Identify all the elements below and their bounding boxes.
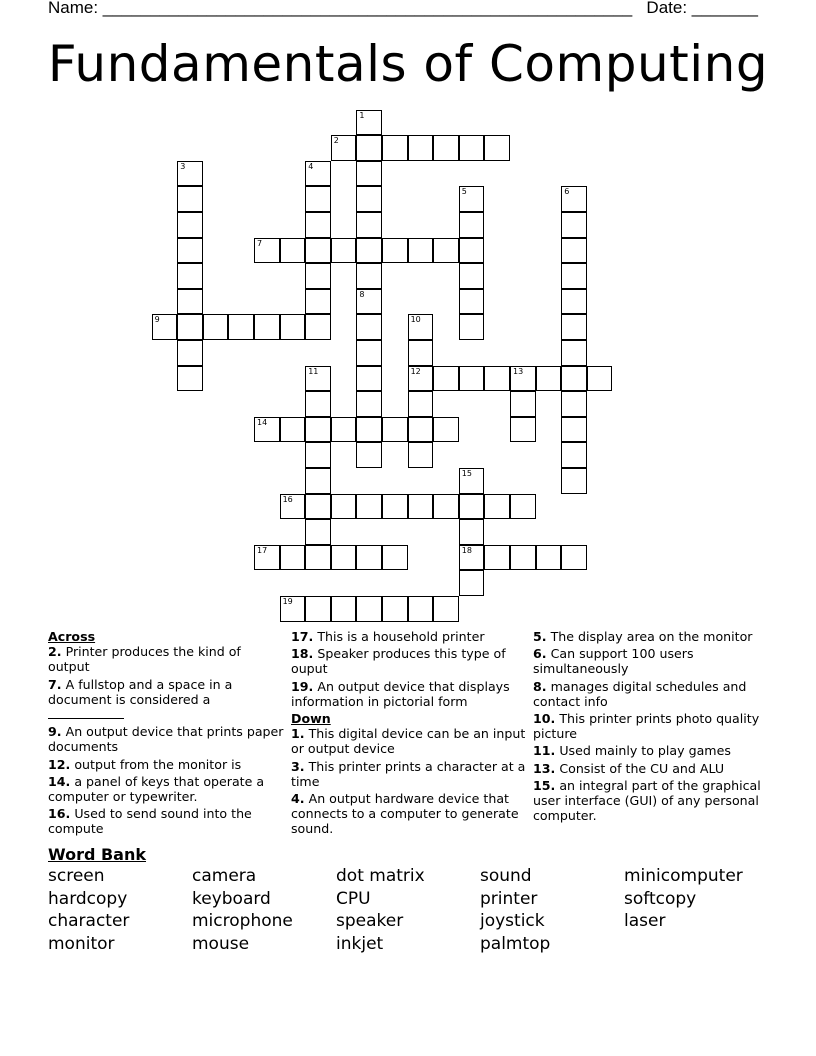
clue-across-12: 12. output from the monitor is	[48, 756, 242, 772]
crossword-cell[interactable]	[356, 314, 382, 340]
crossword-cell[interactable]	[459, 314, 485, 340]
crossword-cell[interactable]	[280, 545, 306, 571]
crossword-cell[interactable]	[305, 545, 331, 571]
clue-down-6: 6. Can support 100 users simultaneously	[533, 646, 694, 677]
crossword-cell[interactable]	[484, 366, 510, 392]
word-bank-item: keyboard	[192, 888, 271, 909]
crossword-cell[interactable]	[152, 314, 178, 340]
crossword-cell[interactable]	[356, 263, 382, 289]
clue-number: 18	[461, 545, 472, 555]
crossword-cell[interactable]	[305, 212, 331, 238]
crossword-cell[interactable]	[408, 238, 434, 264]
clues-section	[0, 629, 816, 839]
crossword-cell[interactable]	[459, 545, 485, 571]
crossword-cell[interactable]	[587, 366, 613, 392]
crossword-cell[interactable]	[177, 289, 203, 315]
crossword-cell[interactable]	[331, 494, 357, 520]
crossword-cell[interactable]	[356, 289, 382, 315]
crossword-cell[interactable]	[408, 391, 434, 417]
word-bank-item: screen	[48, 866, 105, 886]
crossword-cell[interactable]	[561, 391, 587, 417]
crossword-cell[interactable]	[356, 212, 382, 238]
crossword-cell[interactable]	[561, 366, 587, 392]
crossword-cell[interactable]	[254, 238, 280, 264]
clue-number: 12	[410, 366, 421, 376]
crossword-cell[interactable]	[459, 494, 485, 520]
word-bank-title: Word Bank	[48, 845, 147, 864]
crossword-cell[interactable]	[382, 545, 408, 571]
crossword-cell[interactable]	[459, 570, 485, 596]
crossword-cell[interactable]	[305, 238, 331, 264]
crossword-cell[interactable]	[484, 545, 510, 571]
clue-number: 13	[513, 366, 524, 376]
crossword-cell[interactable]	[459, 186, 485, 212]
crossword-cell[interactable]	[408, 366, 434, 392]
crossword-cell[interactable]	[177, 366, 203, 392]
page-title: Fundamentals of Computing	[47, 35, 769, 93]
crossword-cell[interactable]	[561, 468, 587, 494]
crossword-cell[interactable]	[561, 186, 587, 212]
crossword-cell[interactable]	[459, 263, 485, 289]
crossword-cell[interactable]	[382, 238, 408, 264]
crossword-cell[interactable]	[433, 366, 459, 392]
crossword-cell[interactable]	[331, 545, 357, 571]
crossword-cell[interactable]	[408, 340, 434, 366]
crossword-cell[interactable]	[203, 314, 229, 340]
crossword-cell[interactable]	[305, 186, 331, 212]
clue-across-2: 2. Printer produces the kind of output	[48, 644, 241, 675]
crossword-cell[interactable]	[177, 161, 203, 187]
clue-number: 1	[359, 110, 365, 120]
word-bank-item: sound	[480, 866, 532, 886]
clue-number: 19	[282, 597, 293, 606]
crossword-cell[interactable]	[510, 545, 536, 571]
crossword-cell[interactable]	[433, 596, 459, 622]
crossword-cell[interactable]	[408, 135, 434, 161]
clues-column-2	[291, 629, 527, 839]
crossword-cell[interactable]	[459, 238, 485, 264]
crossword-cell[interactable]	[433, 238, 459, 264]
crossword-cell[interactable]	[356, 161, 382, 187]
clue-number: 5	[461, 187, 467, 197]
crossword-cell[interactable]	[408, 442, 434, 468]
crossword-cell[interactable]	[459, 212, 485, 238]
crossword-cell[interactable]	[561, 314, 587, 340]
clue-number: 17	[257, 545, 268, 555]
clue-down-11: 11. Used mainly to play games	[533, 743, 731, 759]
clues-column-3	[533, 629, 769, 825]
word-bank-item: joystick	[480, 911, 545, 931]
clue-number: 10	[410, 315, 421, 325]
crossword-cell[interactable]	[254, 417, 280, 443]
crossword-cell[interactable]	[356, 391, 382, 417]
crossword-cell[interactable]	[484, 135, 510, 161]
crossword-cell[interactable]	[561, 545, 587, 571]
clue-down-3: 3. This printer prints a character at a time	[291, 758, 526, 789]
crossword-cell[interactable]	[177, 212, 203, 238]
crossword-cell[interactable]	[331, 596, 357, 622]
clue-number: 16	[282, 494, 293, 504]
clue-down-13: 13. Consist of the CU and ALU	[533, 760, 725, 776]
crossword-cell[interactable]	[356, 545, 382, 571]
crossword-cell[interactable]	[356, 366, 382, 392]
crossword-cell[interactable]	[536, 366, 562, 392]
word-bank-item: inkjet	[336, 933, 384, 954]
word-bank-item: hardcopy	[48, 888, 128, 909]
clue-number: 11	[308, 366, 319, 376]
crossword-cell[interactable]	[561, 238, 587, 264]
clue-number: 9	[154, 315, 160, 325]
crossword-cell[interactable]	[459, 519, 485, 545]
crossword-cell[interactable]	[356, 186, 382, 212]
crossword-cell[interactable]	[433, 494, 459, 520]
clue-across-14: 14. a panel of keys that operate a computer or typewriter.	[48, 773, 265, 805]
clues-column-1	[48, 629, 284, 839]
crossword-cell[interactable]	[459, 289, 485, 315]
crossword-cell[interactable]	[305, 417, 331, 443]
word-bank-item: minicomputer	[624, 866, 743, 886]
crossword-cell[interactable]	[305, 289, 331, 315]
crossword-cell[interactable]	[177, 238, 203, 264]
crossword-cell[interactable]	[177, 340, 203, 366]
crossword-cell[interactable]	[408, 417, 434, 443]
word-bank-item: camera	[192, 866, 257, 886]
crossword-cell[interactable]	[305, 314, 331, 340]
crossword-cell[interactable]	[254, 545, 280, 571]
crossword-cell[interactable]	[561, 442, 587, 468]
crossword-cell[interactable]	[305, 263, 331, 289]
crossword-cell[interactable]	[408, 494, 434, 520]
crossword-cell[interactable]	[510, 391, 536, 417]
crossword-cell[interactable]	[484, 494, 510, 520]
crossword-cell[interactable]	[280, 596, 306, 622]
crossword-cell[interactable]	[280, 417, 306, 443]
word-bank-item: monitor	[48, 933, 115, 954]
word-bank-item: CPU	[336, 888, 371, 909]
crossword-cell[interactable]	[510, 494, 536, 520]
clue-across-18: 18. Speaker produces this type of ouput	[291, 646, 506, 677]
crossword-cell[interactable]	[356, 442, 382, 468]
crossword-cell[interactable]	[356, 238, 382, 264]
crossword-cell[interactable]	[331, 135, 357, 161]
crossword-cell[interactable]	[356, 340, 382, 366]
word-bank-item: palmtop	[480, 933, 551, 954]
clue-number: 14	[257, 417, 268, 427]
crossword-cell[interactable]	[459, 135, 485, 161]
crossword-cell[interactable]	[408, 596, 434, 622]
clue-down-1: 1. This digital device can be an input or output device	[291, 726, 526, 757]
clue-down-8: 8. manages digital schedules and contact info	[533, 678, 747, 709]
clue-number: 3	[180, 161, 186, 171]
crossword-cell[interactable]	[356, 494, 382, 520]
crossword-cell[interactable]	[305, 161, 331, 187]
clue-number: 7	[257, 238, 263, 248]
crossword-cell[interactable]	[228, 314, 254, 340]
crossword-cell[interactable]	[433, 417, 459, 443]
answer-blank	[48, 708, 124, 719]
crossword-cell[interactable]	[356, 135, 382, 161]
crossword-cell[interactable]	[331, 238, 357, 264]
word-bank-item: microphone	[192, 911, 293, 931]
crossword-cell[interactable]	[459, 468, 485, 494]
word-bank-item: dot matrix	[336, 866, 425, 886]
clue-number: 8	[359, 289, 365, 299]
down-heading: Down	[291, 711, 331, 727]
clue-number: 4	[308, 161, 314, 171]
clue-across-16: 16. Used to send sound into the compute	[48, 806, 252, 837]
crossword-cell[interactable]	[305, 366, 331, 392]
crossword-cell[interactable]	[561, 417, 587, 443]
clue-down-15: 15. an integral part of the graphical user interface (GUI) of any personal computer.	[533, 777, 761, 824]
crossword-cell[interactable]	[382, 596, 408, 622]
clue-down-4: 4. An output hardware device that connects to a computer to generate sound.	[291, 791, 519, 837]
crossword-cell[interactable]	[177, 314, 203, 340]
word-bank-item: character	[48, 911, 130, 931]
crossword-cell[interactable]	[536, 545, 562, 571]
clue-number: 15	[461, 469, 472, 478]
crossword-cell[interactable]	[305, 519, 331, 545]
crossword-cell[interactable]	[305, 468, 331, 494]
clue-number: 6	[564, 187, 570, 197]
crossword-cell[interactable]	[280, 494, 306, 520]
word-bank-item: softcopy	[624, 888, 697, 909]
crossword-cell[interactable]	[305, 391, 331, 417]
crossword-cell[interactable]	[510, 417, 536, 443]
crossword-cell[interactable]	[561, 340, 587, 366]
word-bank-item: speaker	[336, 911, 404, 931]
crossword-cell[interactable]	[561, 263, 587, 289]
crossword-cell[interactable]	[561, 212, 587, 238]
clue-across-17: 17. This is a household printer	[291, 629, 485, 644]
name-date-line: Name: ________________________________________________________ Date: _______	[48, 0, 758, 17]
crossword-cell[interactable]	[305, 442, 331, 468]
clue-across-7: 7. A fullstop and a space in a document is considered a	[48, 677, 284, 723]
crossword-cell[interactable]	[280, 314, 306, 340]
crossword-cell[interactable]	[433, 135, 459, 161]
crossword-cell[interactable]	[331, 417, 357, 443]
word-bank-item: laser	[624, 911, 666, 931]
crossword-cell[interactable]	[408, 314, 434, 340]
crossword-cell[interactable]	[356, 417, 382, 443]
word-bank-item: printer	[480, 888, 538, 909]
crossword-cell[interactable]	[561, 289, 587, 315]
crossword-cell[interactable]	[510, 366, 536, 392]
crossword-cell[interactable]	[305, 494, 331, 520]
crossword-cell[interactable]	[305, 596, 331, 622]
crossword-cell[interactable]	[382, 494, 408, 520]
clue-across-19: 19. An output device that displays information in pictorial form	[291, 678, 510, 709]
crossword-cell[interactable]	[382, 135, 408, 161]
across-heading: Across	[48, 629, 96, 644]
clue-across-9: 9. An output device that prints paper documents	[48, 724, 284, 755]
crossword-cell[interactable]	[254, 314, 280, 340]
clue-number: 2	[333, 136, 339, 146]
crossword-cell[interactable]	[382, 417, 408, 443]
crossword-cell[interactable]	[177, 263, 203, 289]
crossword-cell[interactable]	[177, 186, 203, 212]
clue-down-10: 10. This printer prints photo quality picture	[533, 711, 760, 742]
clue-down-5: 5. The display area on the monitor	[533, 629, 753, 644]
crossword-cell[interactable]	[280, 238, 306, 264]
word-bank	[48, 866, 788, 956]
crossword-cell[interactable]	[459, 366, 485, 392]
word-bank-item: mouse	[192, 933, 250, 954]
crossword-cell[interactable]	[356, 596, 382, 622]
crossword-cell[interactable]	[356, 110, 382, 136]
